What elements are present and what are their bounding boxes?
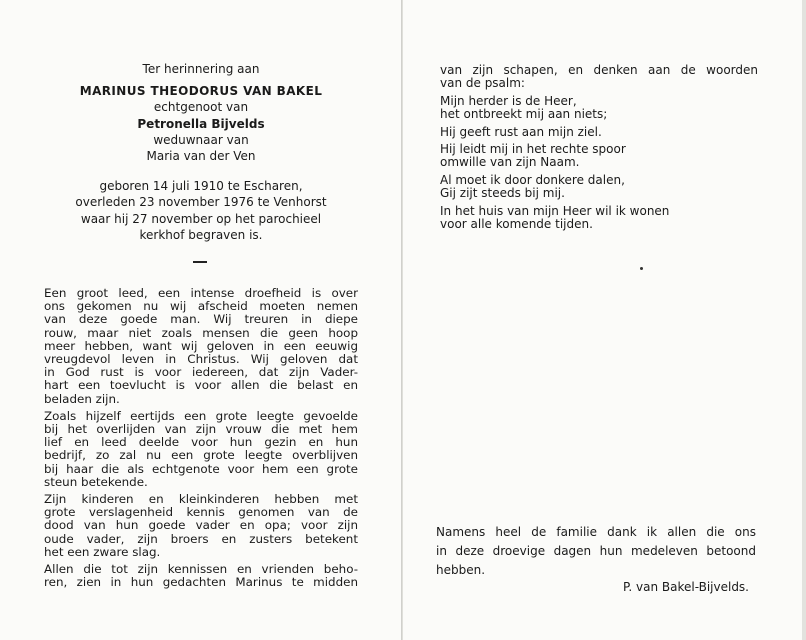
- text-line: Mijn herder is de Heer,: [440, 93, 577, 108]
- paragraph: [44, 563, 358, 589]
- page-edge: [802, 0, 806, 640]
- text-line: van deze goede man. Wij treuren in diepe: [44, 312, 358, 327]
- text-line: voor alle komende tijden.: [440, 217, 593, 232]
- text-line: rouw, maar niet zoals mensen die geen hoop: [44, 325, 358, 340]
- memorial-text: [44, 287, 358, 593]
- text-line: Al moet ik door donkere dalen,: [440, 172, 625, 187]
- text-line: ren, zien in hun gedachten Marinus te midden: [44, 575, 358, 590]
- spouse-name: Petronella Bijvelds: [137, 116, 265, 131]
- birth-line: geboren 14 juli 1910 te Escharen,: [99, 179, 303, 194]
- text-line: bij het overlijden van zijn vrouw die met hem: [44, 422, 358, 437]
- psalm-verse: [440, 205, 758, 232]
- burial-line-1: waar hij 27 november op het parochieel: [80, 211, 322, 226]
- paragraph: [44, 287, 358, 406]
- psalm-verse: [440, 95, 758, 122]
- text-line: Gij zijt steeds bij mij.: [440, 186, 565, 201]
- text-line: Zoals hijzelf eertijds een grote leegte gevoelde: [44, 408, 358, 423]
- death-line: overleden 23 november 1976 te Venhorst: [75, 195, 327, 210]
- text-line: Een groot leed, een intense droefheid is over: [44, 286, 358, 300]
- psalm-verse: [440, 174, 758, 201]
- text-line: vreugdevol leven in Christus. Wij geloven dat: [44, 352, 358, 367]
- paragraph: [44, 410, 358, 489]
- psalm-block: [440, 64, 758, 235]
- text-line: van zijn schapen, en denken aan de woorden: [440, 63, 758, 77]
- first-wife-name: Maria van der Ven: [146, 149, 256, 164]
- text-line: steun betekende.: [44, 474, 148, 489]
- text-line: meer hebben, want wij geloven in een eeuwig: [44, 338, 358, 353]
- burial-line-2: kerkhof begraven is.: [139, 227, 263, 242]
- thanks-message: [436, 523, 756, 580]
- text-line: Hij leidt mij in het rechte spoor: [440, 142, 626, 157]
- text-line: Allen die tot zijn kennissen en vrienden beho-: [44, 562, 358, 577]
- paragraph: [44, 493, 358, 559]
- text-line: Namens heel de familie dank ik allen die ons: [436, 525, 756, 539]
- text-line: hart een toevlucht is voor allen die belast en: [44, 378, 358, 393]
- text-line: lief en leed deelde voor hun gezin en hun: [44, 435, 358, 450]
- text-line: Hij geeft rust aan mijn ziel.: [440, 124, 602, 139]
- text-line: ons gekomen nu wij afscheid moeten nemen: [44, 299, 358, 314]
- widower-label: weduwnaar van: [153, 132, 249, 147]
- text-line: grote verslagenheid kennis genomen van de: [44, 505, 358, 520]
- text-line: oude vader, zijn broers en zusters betekent: [44, 531, 358, 546]
- text-line: dood van hun goede vader en opa; voor zijn: [44, 518, 358, 533]
- separator-dash: [193, 261, 207, 263]
- text-line: het ontbreekt mij aan niets;: [440, 107, 608, 122]
- psalm-verse: [440, 126, 758, 139]
- text-line: van de psalm:: [440, 76, 525, 91]
- text-line: beladen zijn.: [44, 391, 120, 406]
- psalm-verse: [440, 143, 758, 170]
- text-line: hebben.: [436, 563, 486, 577]
- text-line: bedrijf, zo zal nu een grote leegte overblijven: [44, 448, 358, 463]
- ink-speck: [640, 267, 643, 270]
- page-fold: [401, 0, 403, 640]
- signature: P. van Bakel-Bijvelds.: [623, 580, 749, 594]
- deceased-name: MARINUS THEODORUS VAN BAKEL: [79, 84, 323, 99]
- text-line: bij haar die als echtgenote voor hem een grote: [44, 461, 358, 476]
- text-line: in deze droevige dagen hun medeleven betoond: [436, 544, 756, 558]
- memorial-heading: [40, 61, 362, 243]
- text-line: in God rust is voor iedereen, dat zijn Vader-: [44, 365, 358, 380]
- paragraph: [440, 64, 758, 91]
- intro-line: Ter herinnering aan: [142, 62, 260, 76]
- text-line: het een zware slag.: [44, 544, 161, 559]
- spouse-label: echtgenoot van: [153, 100, 249, 115]
- text-line: In het huis van mijn Heer wil ik wonen: [440, 203, 670, 218]
- text-line: omwille van zijn Naam.: [440, 155, 580, 170]
- text-line: Zijn kinderen en kleinkinderen hebben met: [44, 492, 358, 507]
- left-page: [0, 0, 402, 640]
